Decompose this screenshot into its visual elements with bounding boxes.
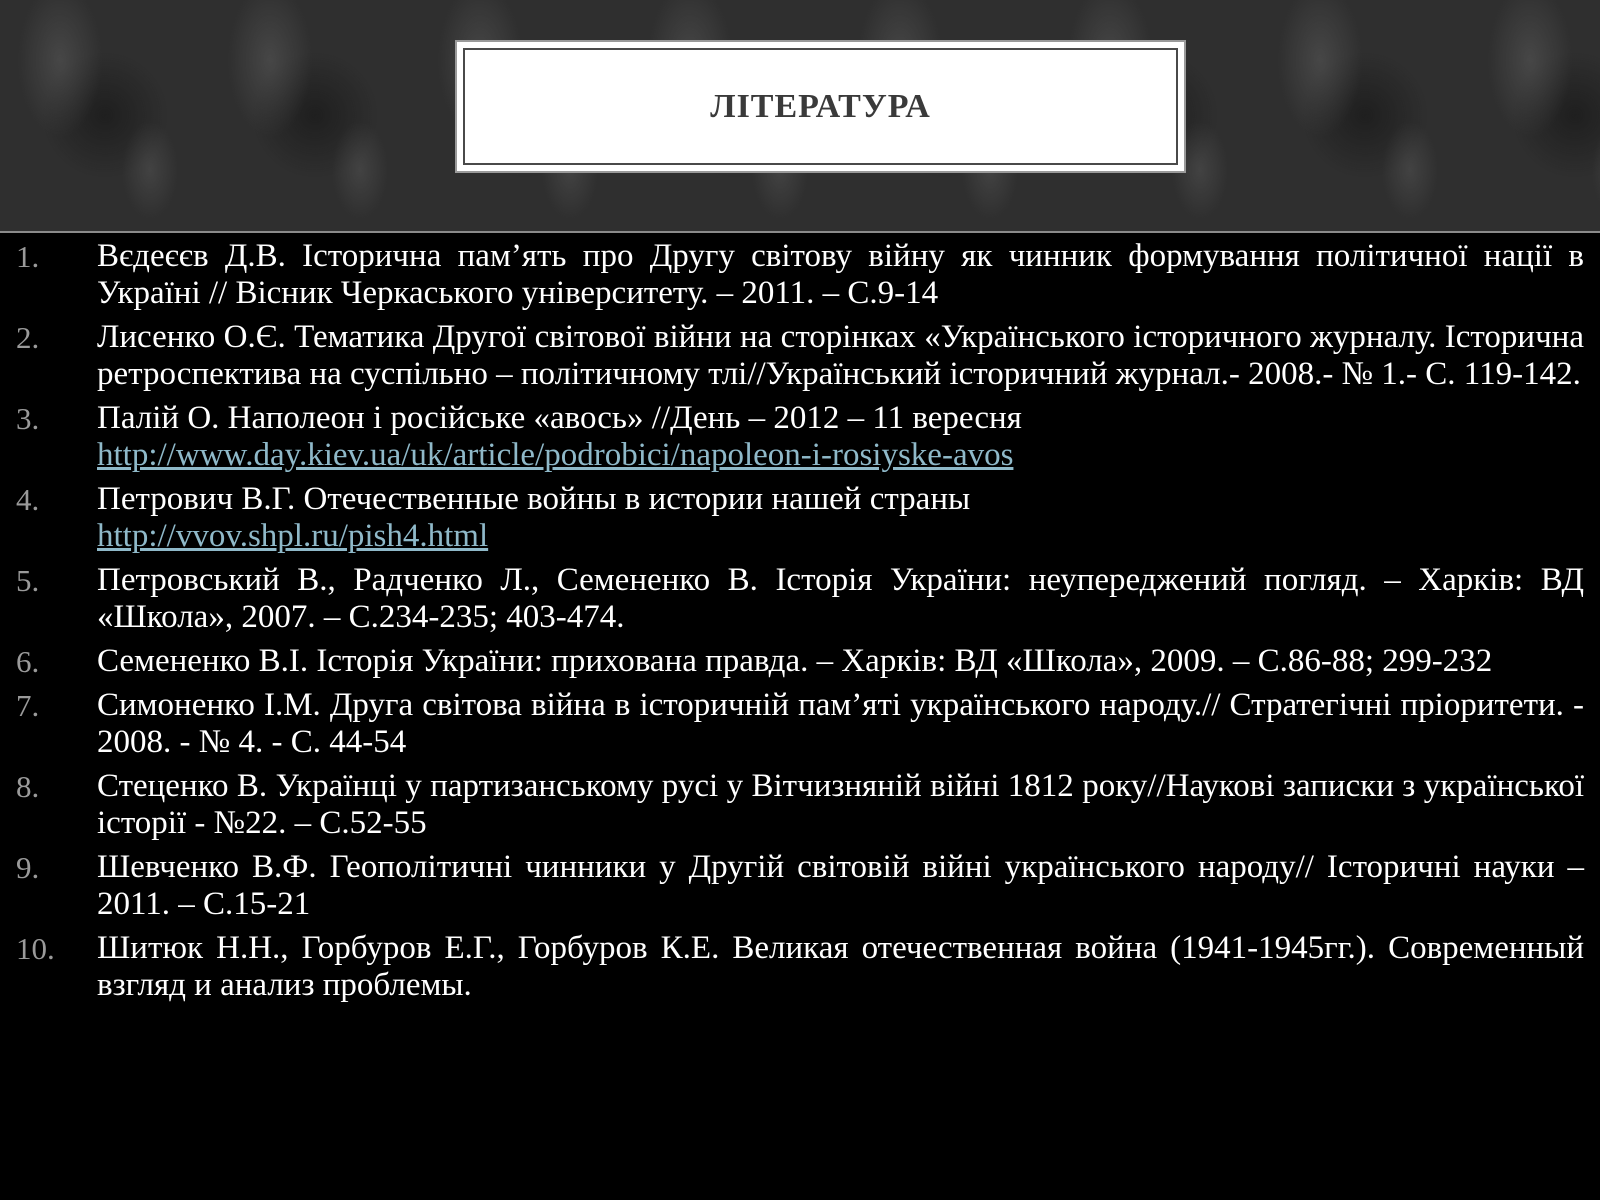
item-number: 8.: [16, 769, 40, 804]
list-item: [0, 400, 1600, 474]
item-text: [97, 400, 1584, 474]
item-number: 7.: [16, 688, 40, 723]
item-text: Стеценко В. Українці у партизанському русі у Вітчизняній війні 1812 року//Наукові записки з української історії - №22. – С.52-55: [97, 768, 1584, 841]
list-item: [0, 930, 1600, 1004]
list-item: [0, 238, 1600, 312]
reference-link[interactable]: http://vvov.shpl.ru/pish4.html: [97, 518, 489, 554]
item-number: 5.: [16, 563, 40, 598]
item-text: [97, 481, 1584, 555]
list-item: [0, 849, 1600, 923]
item-text-body: Палій О. Наполеон і російське «авось» //День – 2012 – 11 вересня: [97, 400, 1022, 436]
item-text: Лисенко О.Є. Тематика Другої світової війни на сторінках «Українського історичного журналу. Історична ретроспектива на суспільно – політичному тлі//Український історичний журнал.- 2008.- № 1.- С. 119-142.: [97, 319, 1584, 392]
item-number: 1.: [16, 239, 40, 274]
item-text-body: Петрович В.Г. Отечественные войны в истории нашей страны: [97, 481, 971, 517]
item-text: Симоненко І.М. Друга світова війна в історичній пам’яті українського народу.// Стратегічні пріоритети. - 2008. - № 4. - С. 44-54: [97, 687, 1584, 760]
item-text: Шитюк Н.Н., Горбуров Е.Г., Горбуров К.Е. Великая отечественная война (1941-1945гг.). Современный взгляд и анализ проблемы.: [97, 930, 1584, 1003]
item-text: Шевченко В.Ф. Геополітичні чинники у Другій світовій війні українського народу// Історичні науки – 2011. – С.15-21: [97, 849, 1584, 922]
list-item: [0, 687, 1600, 761]
list-item: [0, 768, 1600, 842]
item-text: Вєдеєєв Д.В. Історична пам’ять про Другу світову війну як чинник формування політичної нації в Україні // Вісник Черкаського університету. – 2011. – С.9-14: [97, 238, 1584, 311]
item-number: 6.: [16, 644, 40, 679]
item-text: Семененко В.І. Історія України: прихована правда. – Харків: ВД «Школа», 2009. – С.86-88; 299-232: [97, 643, 1493, 679]
item-number: 9.: [16, 850, 40, 885]
slide-title: ЛІТЕРАТУРА: [710, 87, 931, 125]
list-item: [0, 562, 1600, 636]
item-number: 4.: [16, 482, 40, 517]
reference-link[interactable]: http://www.day.kiev.ua/uk/article/podrobici/napoleon-i-rosiyske-avos: [97, 437, 1014, 473]
header-band: [0, 0, 1600, 233]
item-number: 3.: [16, 401, 40, 436]
item-text: Петровський В., Радченко Л., Семененко В. Історія України: неупереджений погляд. – Харків: ВД «Школа», 2007. – С.234-235; 403-474.: [97, 562, 1584, 635]
reference-list: [0, 238, 1600, 1011]
list-item: [0, 643, 1600, 680]
title-frame: [463, 48, 1178, 165]
title-box: [455, 40, 1186, 173]
item-number: 10.: [16, 931, 55, 966]
list-item: [0, 319, 1600, 393]
item-number: 2.: [16, 320, 40, 355]
list-item: [0, 481, 1600, 555]
